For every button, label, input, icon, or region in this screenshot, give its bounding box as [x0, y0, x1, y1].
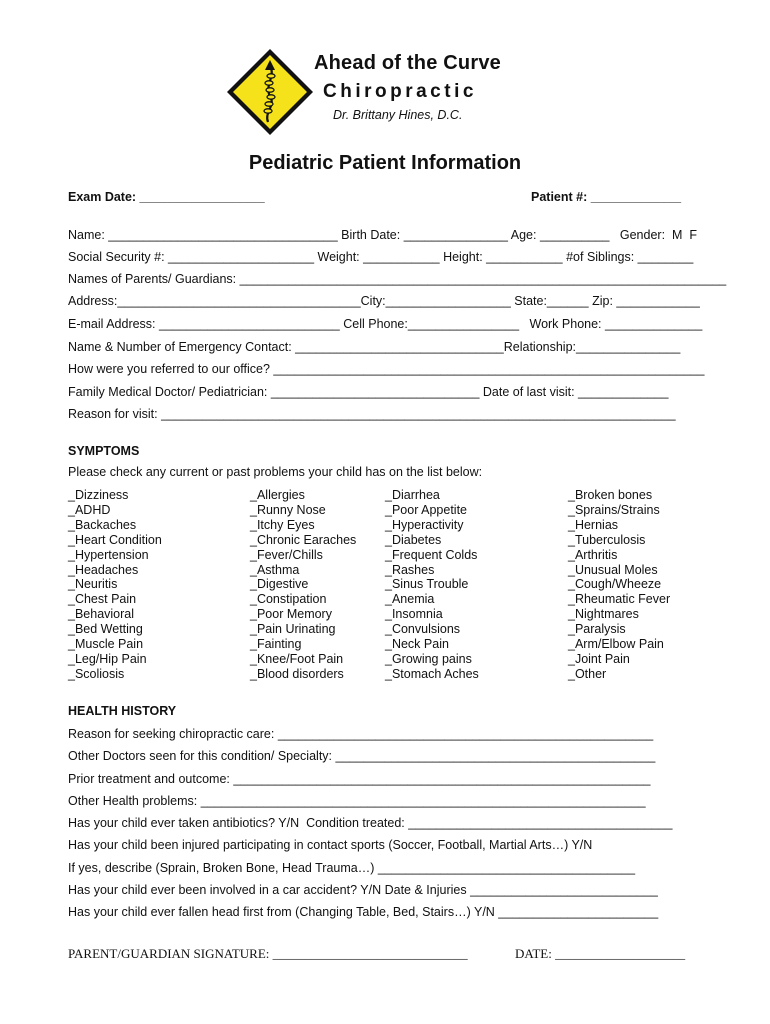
symptom-checkbox-item[interactable]: _Broken bones — [568, 488, 653, 502]
history-car-accident-row[interactable]: Has your child ever been involved in a car accident? Y/N Date & Injuries ___________________________ — [68, 883, 658, 897]
history-sports-injury-row[interactable]: Has your child been injured participating in contact sports (Soccer, Football, Martial Arts…) Y/N — [68, 838, 593, 852]
emergency-contact-row[interactable]: Name & Number of Emergency Contact: ______________________________Relationship:_______________ — [68, 340, 681, 354]
reason-for-visit-row[interactable]: Reason for visit: __________________________________________________________________________ — [68, 407, 676, 421]
symptoms-instruction: Please check any current or past problems your child has on the list below: — [68, 465, 483, 479]
symptom-checkbox-item[interactable]: _Sprains/Strains — [568, 502, 660, 517]
symptom-checkbox-item[interactable]: _Anemia — [385, 592, 435, 607]
symptom-checkbox-item[interactable]: _Digestive — [250, 577, 309, 592]
symptom-checkbox-item[interactable]: _Blood disorders — [250, 666, 344, 681]
address-row[interactable]: Address:___________________________________City:__________________ State:______ Zip: ____________ — [68, 294, 700, 308]
symptom-checkbox-item[interactable]: _Diarrhea — [385, 488, 440, 502]
symptom-checkbox-item[interactable]: _Constipation — [250, 592, 327, 607]
symptom-checkbox-item[interactable]: _Fainting — [250, 637, 302, 652]
history-prior-treatment-row[interactable]: Prior treatment and outcome: ____________________________________________________________ — [68, 772, 651, 786]
history-other-doctors-row[interactable]: Other Doctors seen for this condition/ Specialty: ______________________________________________ — [68, 749, 656, 763]
symptom-checkbox-item[interactable]: _Allergies — [250, 488, 305, 502]
symptom-checkbox-item[interactable]: _Poor Memory — [250, 607, 332, 622]
yellow-diamond-spine-icon — [224, 46, 316, 138]
history-injury-describe-row[interactable]: If yes, describe (Sprain, Broken Bone, Head Trauma…) _____________________________________ — [68, 861, 636, 875]
symptom-checkbox-item[interactable]: _Other — [568, 666, 607, 681]
symptoms-column-1 — [68, 488, 162, 682]
symptom-checkbox-item[interactable]: _Unusual Moles — [568, 562, 658, 577]
symptom-checkbox-item[interactable]: _Convulsions — [385, 622, 461, 637]
ssn-weight-height-siblings-row[interactable]: Social Security #: _____________________ Weight: ___________ Height: ___________ #of Siblings: ________ — [68, 250, 694, 264]
symptom-checkbox-item[interactable]: _Muscle Pain — [68, 637, 144, 652]
symptoms-heading: SYMPTOMS — [68, 444, 140, 458]
symptom-checkbox-item[interactable]: _Headaches — [68, 562, 139, 577]
symptom-checkbox-item[interactable]: _Pain Urinating — [250, 622, 336, 637]
symptoms-column-4 — [568, 488, 670, 682]
symptom-checkbox-item[interactable]: _Behavioral — [68, 607, 135, 622]
symptom-checkbox-item[interactable]: _Arm/Elbow Pain — [568, 637, 664, 652]
brand-subtitle: Chiropractic — [323, 81, 477, 102]
symptom-checkbox-item[interactable]: _Stomach Aches — [385, 666, 479, 681]
symptom-checkbox-item[interactable]: _Runny Nose — [250, 502, 326, 517]
page-title: Pediatric Patient Information — [248, 152, 522, 174]
history-fall-row[interactable]: Has your child ever fallen head first from (Changing Table, Bed, Stairs…) Y/N _______________________ — [68, 905, 659, 919]
symptom-checkbox-item[interactable]: _Growing pains — [385, 651, 472, 666]
symptom-checkbox-item[interactable]: _Paralysis — [568, 622, 626, 637]
symptom-checkbox-item[interactable]: _Backaches — [68, 517, 137, 532]
symptoms-column-2 — [250, 488, 356, 682]
symptom-checkbox-item[interactable]: _Scoliosis — [68, 666, 125, 681]
symptom-checkbox-item[interactable]: _Joint Pain — [568, 651, 630, 666]
email-phone-row[interactable]: E-mail Address: __________________________ Cell Phone:________________ Work Phone: ______________ — [68, 317, 703, 331]
symptom-checkbox-item[interactable]: _Insomnia — [385, 607, 443, 622]
history-antibiotics-row[interactable]: Has your child ever taken antibiotics? Y/N Condition treated: ______________________________________ — [68, 816, 673, 830]
symptom-checkbox-item[interactable]: _Frequent Colds — [385, 547, 478, 562]
patient-number-field[interactable]: Patient #: _____________ — [531, 190, 682, 204]
parent-signature-field[interactable]: PARENT/GUARDIAN SIGNATURE: ______________________________ — [68, 946, 468, 961]
symptom-checkbox-item[interactable]: _Rashes — [385, 562, 435, 577]
parents-guardians-row[interactable]: Names of Parents/ Guardians: ______________________________________________________________________ — [68, 272, 727, 286]
symptom-checkbox-item[interactable]: _Knee/Foot Pain — [250, 651, 344, 666]
symptom-checkbox-item[interactable]: _Sinus Trouble — [385, 577, 469, 592]
history-reason-row[interactable]: Reason for seeking chiropractic care: ______________________________________________________ — [68, 727, 654, 741]
symptom-checkbox-item[interactable]: _Neuritis — [68, 577, 118, 592]
symptom-checkbox-item[interactable]: _Fever/Chills — [250, 547, 323, 562]
symptom-checkbox-item[interactable]: _ADHD — [68, 502, 111, 517]
brand-name: Ahead of the Curve — [314, 52, 501, 74]
symptom-checkbox-item[interactable]: _Hernias — [568, 517, 619, 532]
symptom-checkbox-item[interactable]: _Leg/Hip Pain — [68, 651, 147, 666]
medical-doctor-row[interactable]: Family Medical Doctor/ Pediatrician: ______________________________ Date of last visit: _____________ — [68, 385, 669, 399]
name-birthdate-age-gender-row[interactable]: Name: _________________________________ Birth Date: _______________ Age: __________ Gender: M F — [68, 228, 697, 242]
symptom-checkbox-item[interactable]: _Rheumatic Fever — [568, 592, 671, 607]
symptom-checkbox-item[interactable]: _Bed Wetting — [68, 622, 143, 637]
symptom-checkbox-item[interactable]: _Tuberculosis — [568, 532, 646, 547]
symptom-checkbox-item[interactable]: _Hyperactivity — [385, 517, 464, 532]
symptom-checkbox-item[interactable]: _Arthritis — [568, 547, 618, 562]
exam-date-field[interactable]: Exam Date: __________________ — [68, 190, 265, 204]
symptoms-column-3 — [385, 488, 479, 682]
symptom-checkbox-item[interactable]: _Dizziness — [68, 488, 129, 502]
doctor-name: Dr. Brittany Hines, D.C. — [333, 108, 463, 122]
referral-row[interactable]: How were you referred to our office? ______________________________________________________________ — [68, 362, 705, 376]
symptom-checkbox-item[interactable]: _Hypertension — [68, 547, 149, 562]
symptom-checkbox-item[interactable]: _Chest Pain — [68, 592, 137, 607]
symptom-checkbox-item[interactable]: _Nightmares — [568, 607, 639, 622]
health-history-heading: HEALTH HISTORY — [68, 704, 177, 718]
signature-date-field[interactable]: DATE: ____________________ — [515, 946, 686, 961]
symptom-checkbox-item[interactable]: _Diabetes — [385, 532, 442, 547]
symptom-checkbox-item[interactable]: _Cough/Wheeze — [568, 577, 662, 592]
symptom-checkbox-item[interactable]: _Itchy Eyes — [250, 517, 315, 532]
symptom-checkbox-item[interactable]: _Neck Pain — [385, 637, 449, 652]
symptom-checkbox-item[interactable]: _Heart Condition — [68, 532, 162, 547]
symptom-checkbox-item[interactable]: _Poor Appetite — [385, 502, 468, 517]
symptom-checkbox-item[interactable]: _Chronic Earaches — [250, 532, 357, 547]
symptom-checkbox-item[interactable]: _Asthma — [250, 562, 300, 577]
history-other-problems-row[interactable]: Other Health problems: ________________________________________________________________ — [68, 794, 646, 808]
